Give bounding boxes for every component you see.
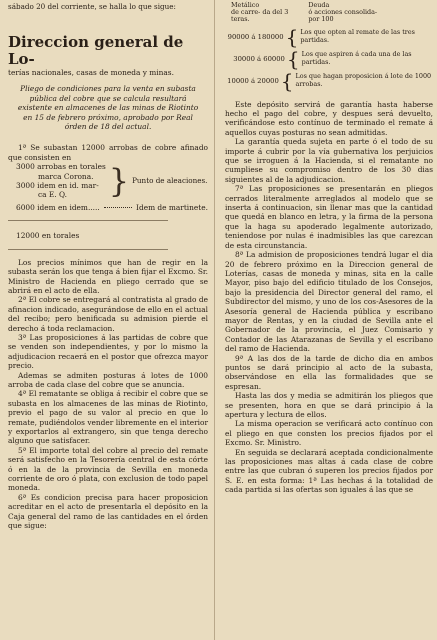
clause-4: 4ª El rematante se obliga á recibir el cobre que se subasta en los almacenes de las minas de Riotinto, previo el pago de su valor al precio en que lo remate, pudiéndolos vender libremente en el interior y exportarlos al extrangero, sin que tenga derecho alguno que satisfacer. xyxy=(8,389,208,446)
lot-item: ca E. Q. xyxy=(38,190,68,200)
deposit-row xyxy=(227,24,433,49)
lot-item: marca Corona. xyxy=(38,171,94,181)
lot-line-right: Idem de martinete. xyxy=(136,202,208,212)
clause-2: 2ª El cobre se entregará al contratista al grado de afinacion indicado, asegurándose de ello en el actual del recibo; pero benificada su admision pierde el derecho á toda reclamacion. xyxy=(8,295,208,333)
deposit-amounts: 90000 á 180000 xyxy=(227,32,284,41)
section-subtitle: terías nacionales, casas de moneda y minas. xyxy=(8,68,174,77)
separator-rule xyxy=(8,220,168,221)
clause-9: 9ª A las dos de la tarde de dicho dia en ambos puntos se dará principio al acto de la subasta, observándose en ella las formalidades que se espresan. xyxy=(225,353,433,391)
header-cell: Metálico xyxy=(231,1,260,9)
lot-line-left: 6000 idem en idem..... xyxy=(16,202,100,212)
deposit-description: Los que opten al remate de las tres partidas. xyxy=(300,28,415,44)
clause-3: 3ª Las proposiciones á las partidas de cobre que se venden son independientes, y por lo mismo la adjudicacion recaerá en el postor que ofrezca mayor precio. xyxy=(8,332,208,371)
lot-item: 3000 idem en id. mar- xyxy=(16,181,99,191)
header-cell: por 100 xyxy=(308,15,334,24)
dotted-leader xyxy=(104,207,132,208)
brace-glyph: { xyxy=(285,24,299,49)
deposit-amounts: 10000 á 20000 xyxy=(227,76,279,85)
clause-1: 1ª Se subastan 12000 arrobas de cobre afinado que consisten en xyxy=(8,143,208,162)
header-cell: Deuda xyxy=(308,1,330,9)
header-col-deuda xyxy=(308,2,387,24)
lot-list xyxy=(16,162,106,200)
lot-label: Punto de aleaciones. xyxy=(132,176,208,186)
clause-6: 6ª Es condicion precisa para hacer proposicion acreditar en el acto de presentarla el depósito en la Caja general del ramo de las cantidades en el órden que sigue: xyxy=(8,492,208,531)
section-title: Direccion general de Lo- xyxy=(8,33,184,68)
separator-rule xyxy=(8,249,168,250)
lot-group xyxy=(16,162,208,200)
lot-item: 3000 arrobas en torales xyxy=(16,162,106,172)
clause-5: 5ª El importe total del cobre al precio del remate será satisfecho en la Tesorería central de esta córte ó en la de la provincia de Sevilla en moneda corriente de oro ó plata, con exclusion de todo papel moneda. xyxy=(8,445,208,493)
deposit-description: Los que hagan proposicion á lote de 1000 arrobas. xyxy=(295,72,432,88)
left-column xyxy=(8,0,208,530)
right-column xyxy=(225,0,433,495)
brace-glyph: } xyxy=(108,162,130,201)
paragraph: En seguida se declarará aceptada condicionalmente las proposiciones mas altas á cada clase de cobre entre las que cubran ó superen los precios fijados por S. E. en esta forma: 1ª Las hechas á la totalidad de cada partida si las ofertas son iguales á las que se xyxy=(225,447,433,495)
column-divider xyxy=(214,0,215,640)
brace-glyph: { xyxy=(280,68,294,93)
conditions-heading: Pliego de condiciones para la venta en subasta pública del cobre que se calcula resultará existente en almacenes de las minas de Riotinto en 15 de febrero próximo, aprobado por Real órden de 18 del actual. xyxy=(17,84,199,132)
brace-glyph: { xyxy=(286,46,300,71)
header-cell: de carre- da del 3 xyxy=(231,8,289,17)
deposit-amounts: 30000 á 60000 xyxy=(233,54,285,63)
deposit-row xyxy=(227,68,433,93)
paragraph: Ademas se admiten posturas á lotes de 1000 arroba de cada clase del cobre que se anuncia. xyxy=(8,370,208,389)
header-cell: teras. xyxy=(231,15,250,24)
paragraph: La garantía queda sujeta en parte ó el todo de su importe á cubrir por la vía gubernativa los perjuicios que se irroguen á la Hacienda, si el rematante no cumpliese su compromiso dentro de los 30 dias siguientes al de la adjudicacion. xyxy=(225,137,433,184)
header-col-metalico xyxy=(231,2,298,24)
clause-7: 7ª Las proposiciones se presentarán en pliegos cerrados literalmente arreglados al modelo que se inserta á continuacion, sin llenar mas que la cantidad que quedá en blanco en letra, y la firma de la persona que la haga su apoderado legalmente autorizado, teniendose por nulas é inadmisibles las que carezcan de esta circunstancia. xyxy=(225,184,433,250)
intro-line: sábado 20 del corriente, se halla lo que sigue: xyxy=(8,2,176,11)
paragraph: La misma operacion se verificará acto contínuo con el pliego en que consten los precios fijados por el Excmo. Sr. Ministro. xyxy=(225,419,433,448)
deposit-description: Los que aspiren á cada una de las partidas. xyxy=(301,50,412,66)
lot-line xyxy=(16,203,208,212)
total-line: 12000 en torales xyxy=(16,231,80,241)
paragraph: Los precios mínimos que han de regir en la subasta serán los que tenga á bien fijar el Excmo. Sr. Ministro de Hacienda en pliego cerrado que se abrirá en el acto de ella. xyxy=(8,257,208,295)
clause-8: 8ª La admision de proposiciones tendrá lugar el dia 20 de febrero próximo en la Direccion general de Loterías, casas de moneda y minas, sita en la calle Mayor, piso bajo del edificio titulado de los Consejos, bajo la presidencia del Director general del ramo, el Subdirector del mismo, y uno de los cos-Asesores de la Asesoría general de Hacienda pública y escribano mayor de Rentas, y en la ciudad de Sevilla ante el Gobernador de la provincia, el Juez Comisario y Contador de las Atarazanas de Sevilla y el escribano del ramo de Hacienda. xyxy=(225,250,433,354)
header-cell: ó acciones consolida- xyxy=(308,8,378,17)
deposit-table-header xyxy=(231,2,433,24)
paragraph: Hasta las dos y media se admitirán los pliegos que se presenten, hora en que se dará principio á la apertura y lectura de ellos. xyxy=(225,391,433,420)
paragraph: Este depósito servirá de garantía hasta haberse hecho el pago del cobre, y despues será devuelto, verificándose esto contínuo de terminado el remate á aquellos cuyas posturas no sean admitidas. xyxy=(225,99,433,137)
deposit-row xyxy=(227,46,433,71)
